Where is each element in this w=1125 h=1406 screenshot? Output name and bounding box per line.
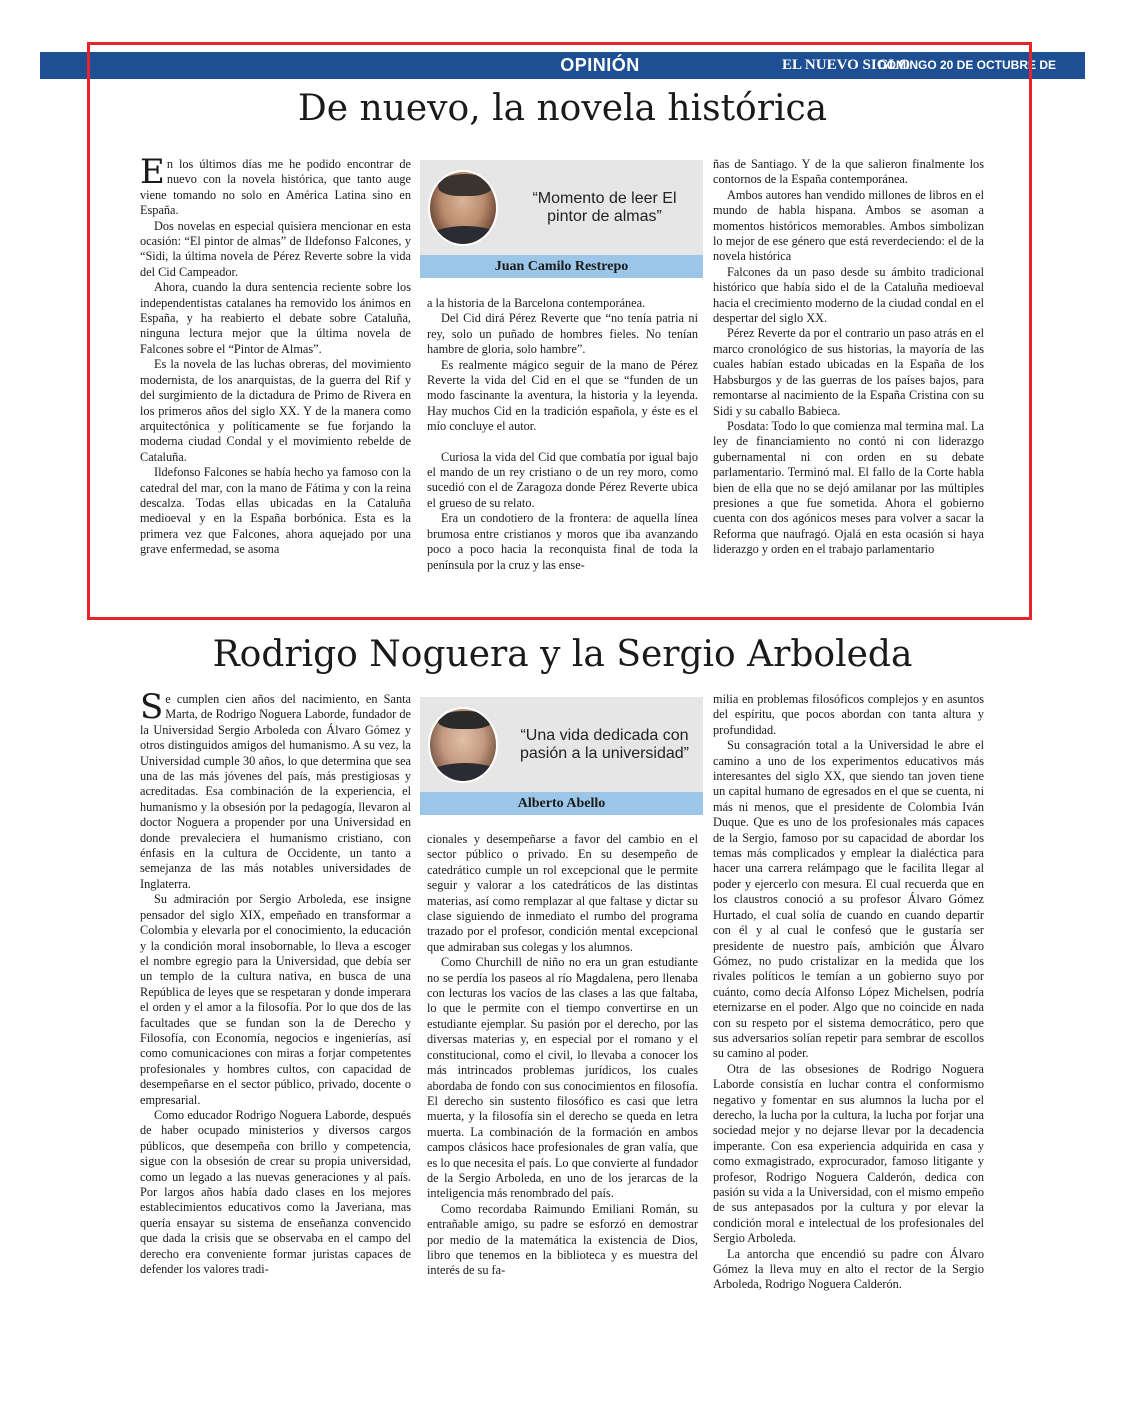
article-1-column-3 <box>713 157 984 558</box>
article-paragraph: Es la novela de las luchas obreras, del movimiento modernista, de los anarquistas, de la guerra del Rif y del surgimiento de la dictadura de Primo de Rivera en los primeros años del siglo XX. Y de la manera como arquitectónica y políticamente se fue forjando la moderna ciudad Condal y el movimiento rebelde de Cataluña. <box>140 357 411 464</box>
newspaper-name: EL NUEVO SIGLO <box>782 57 911 73</box>
article-paragraph: La antorcha que encendió su padre con Álvaro Gómez la lleva muy en alto el rector de la Sergio Arboleda, Rodrigo Noguera Calderón. <box>713 1246 984 1292</box>
author-photo <box>428 170 498 246</box>
article-paragraph: Ambos autores han vendido millones de libros en el mundo de habla hispana. Ambos se asoman a momentos históricos memorables. Ambos simbolizan lo mejor de ese género que está reverdeciendo: el de la novela histórica <box>713 187 984 264</box>
article-paragraph: Era un condotiero de la frontera: de aquella línea brumosa entre cristianos y moros que iba avanzando poco a poco hacia la reconquista final de toda la península por la cruz y las ense- <box>427 511 698 572</box>
author-photo <box>428 707 498 783</box>
article-paragraph: Como Churchill de niño no era un gran estudiante no se perdía los paseos al río Magdalena, pero llenaba con lecturas los vacíos de las clases a las que faltaba, lo que le permite con el tiempo convertirse en un estudiante ejemplar. Su pasión por el derecho, por las diversas materias y, en especial por el romano y el constitucional, como el civil, lo llevaba a conocer los más intrincados problemas jurídicos, los cuales abordaba de fondo con sus conocimientos en filosofía. El derecho sin sustento filosófico es casi que letra muerta, y la filosofía sin el derecho se queda en letra muerta. La combinación de la formación en ambos campos clásicos hace profesionales de gran valía, que es lo que necesita el país. Lo que convierte al fundador de la Sergio Arboleda, en uno de los jerarcas de la inteligencia más renombrado del país. <box>427 955 698 1201</box>
pull-quote: “Momento de leer El pintor de almas” <box>532 189 677 225</box>
article-2-column-3 <box>713 692 984 1293</box>
article-paragraph: Otra de las obsesiones de Rodrigo Noguera Laborde consistía en luchar contra el conformismo negativo y fomentar en sus alumnos la lucha por el derecho, la lucha por la cultura, la lucha por forjar una sociedad mejor y no dejarse llevar por la decadencia imperante. Con esa experiencia adquirida en casa y como exmagistrado, exprocurador, famoso litigante y profesor, Rodrigo Noguera Calderón, dedica con pasión su vida a la Universidad, con el mismo empeño de sus antepasados por la cultura y por elevar la condición moral e intelectual de los profesionales del Sergio Arboleda. <box>713 1061 984 1246</box>
article-paragraph: En los últimos días me he podido encontrar de nuevo con la novela histórica, que tanto auge viene tomando no solo en América Latina sino en España. <box>140 152 411 218</box>
article-paragraph: Falcones da un paso desde su ámbito tradicional histórico que había sido el de la Cataluña medioeval hacia el crecimiento moderno de la ciudad condal en el despertar del siglo XX. <box>713 264 984 326</box>
article-paragraph: Se cumplen cien años del nacimiento, en Santa Marta, de Rodrigo Noguera Laborde, fundador de la Universidad Sergio Arboleda con Álvaro Gómez y otros distinguidos amigos del humanismo. A su vez, la Universidad cumple 30 años, lo que determina que sea una de las más jóvenes del país, más prestigiosas y acreditadas. Esa combinación de la experiencia, el humanismo y la obsesión por la pedagogía, llevaron al doctor Noguera a propender por una Universidad en donde prevaleciera el humanismo cristiano, con énfasis en la cultura de Occidente, un tanto a semejanza de las más notables universidades de Inglaterra. <box>140 687 411 891</box>
article-paragraph: a la historia de la Barcelona contemporánea. <box>427 296 646 310</box>
article-2-column-2 <box>427 832 698 1279</box>
article-2-column-1 <box>140 687 411 1277</box>
article-paragraph: Posdata: Todo lo que comienza mal termina mal. La ley de financiamiento no contó ni con liderazgo gubernamental ni con orden en su debate parlamentario. Terminó mal. El fallo de la Corte habla bien de ella que no se dejó amilanar por las múltiples presiones a que fue sometida. Ahora el gobierno cuenta con dos agónicos meses para volver a sacar la Reforma que naufragó. Ojalá en esta ocasión si haya liderazgo y orden en el trabajo parlamentario <box>713 418 984 557</box>
article-paragraph: cionales y desempeñarse a favor del cambio en el sector público o privado. En su desempeño de catedrático cumple un rol excepcional que le permite seguir y valorar a los catedráticos de las distintas materias, así como remplazar al que faltase y dictar su clase siguiendo de inmediato el rumbo del programa trazado por el profesor, condición mental excepcional que admiraban sus colegas y los alumnos. <box>427 832 698 954</box>
article-paragraph: Su consagración total a la Universidad le abre el camino a uno de los experimentos educativos más interesantes del siglo XX, que siendo tan joven tiene un capital humano de egresados en el que se cuenta, ni más ni menos, que el presidente de Colombia Iván Duque. Que es uno de los profesionales más capaces de la Sergio, famoso por su capacidad de abordar los temas más complicados y emplear la dialéctica para hacer una carrera relámpago que le facilita llegar al poder y ejercerlo con mesura. El cual recuerda que en los claustros conoció a su profesor Álvaro Gómez Hurtado, el cual solía de cuando en cuando departir con él y al cual le confesó que le gustaría ser presidente de nuestro país, ambición que Álvaro Gómez, no pudo cristalizar en la medida que los rivales políticos le temían a un gobierno suyo por cuánto, como decía Alfonso López Michelsen, podría eternizarse en el poder. Algo que no coincide en nada con su respeto por el sistema democrático, pero que sus adversarios solían repetir para sembrar de escollos su camino al poder. <box>713 738 984 1061</box>
article-paragraph: Pérez Reverte da por el contrario un paso atrás en el marco cronológico de sus historias, la mayoría de las cuales habían estado ubicadas en la España de los Habsburgos y de las guerras de los países bajos, para remontarse al nacimiento de la España Cristina con su Sidi y su caballo Babieca. <box>713 326 984 418</box>
article-1-headline: De nuevo, la novela histórica <box>297 88 828 129</box>
article-paragraph: milia en problemas filosóficos complejos y en asuntos del espíritu, que pocos abordan con tanta altura y profundidad. <box>713 692 984 737</box>
article-2-quote-box <box>420 697 703 815</box>
issue-date: DOMINGO 20 DE OCTUBRE DE 2019 <box>878 58 1057 99</box>
article-1-column-1 <box>140 152 411 558</box>
drop-cap: S <box>140 687 164 727</box>
section-name: OPINIÓN <box>560 55 640 75</box>
article-paragraph: Ahora, cuando la dura sentencia reciente sobre los independentistas catalanes ha removido los ánimos en España, y ha reabierto el debate sobre Cataluña, ninguna lectura mejor que la última novela de Falcones sobre el “Pintor de Almas”. <box>140 280 411 356</box>
article-paragraph: Su admiración por Sergio Arboleda, ese insigne pensador del siglo XIX, empeñado en transformar a Colombia y elevarla por el conocimiento, la educación y la condición moral insobornable, lo lleva a escoger el nombre egregio para la Universidad, que debía ser un templo de la cultura nativa, en busca de una República de leyes que se respetaran y donde imperara el orden y el amor a la filosofía. Por lo que dos de las facultades que se fundan son la de Derecho y Filosofía, con Economía, negocios e ingenierías, así como comunicaciones con miras a forjar competentes profesionales y hombres cultos, con capacidad de desempeñarse en el sector público, privado, docente o empresarial. <box>140 892 411 1107</box>
article-paragraph: Ildefonso Falcones se había hecho ya famoso con la catedral del mar, con la mano de Fátima y con la reina descalza. Todas ellas ubicadas en la Cataluña medioeval y en la España borbónica. Esta es la primera vez que Falcones, ahora aquejado por una grave enfermedad, se asoma <box>140 465 411 557</box>
page-number: 13 <box>1102 55 1123 75</box>
author-byline: Juan Camilo Restrepo <box>420 255 703 278</box>
article-paragraph: Dos novelas en especial quisiera mencionar en esta ocasión: “El pintor de almas” de Ildefonso Falcones, y “Sidi, la última novela de Pérez Reverte sobre la vida del Cid Campeador. <box>140 218 411 279</box>
article-1-quote-box <box>420 160 703 278</box>
article-1-column-2 <box>427 296 698 573</box>
pull-quote: “Una vida dedicada con pasión a la universidad” <box>520 726 689 762</box>
article-paragraph: Curiosa la vida del Cid que combatía por igual bajo el mando de un rey cristiano o de un rey moro, como sucedió con el de Zaragoza donde Pérez Reverte ubica el grueso de su relato. <box>427 449 698 510</box>
article-paragraph: Como recordaba Raimundo Emiliani Román, su entrañable amigo, su padre se esforzó en demostrar por medio de la matemática la existencia de Dios, libro que tenemos en la biblioteca y es muestra del interés de su fa- <box>427 1201 698 1278</box>
drop-cap: E <box>140 152 165 192</box>
article-paragraph: Como educador Rodrigo Noguera Laborde, después de haber ocupado ministerios y diversos cargos públicos, que desempeña con brillo y competencia, sigue con la obsesión de crear su propia universidad, como un legado a las nuevas generaciones y al país. Por largos años había dado clases en los mejores establecimientos educativos como la Javeriana, mas quería ensayar su sistema de enseñanza convencido que dada la crisis que se observaba en el campo del derecho era conveniente formar juristas capaces de defender los valores tradi- <box>140 1107 411 1277</box>
author-byline: Alberto Abello <box>420 792 703 815</box>
article-paragraph: Del Cid dirá Pérez Reverte que “no tenía patria ni rey, solo un puñado de hombres fieles. No tenían hambre de gloria, solo hambre”. <box>427 311 698 357</box>
article-paragraph: Es realmente mágico seguir de la mano de Pérez Reverte la vida del Cid en el que se “funden de un modo fascinante la aventura, la historia y la leyenda. Hay muchos Cid en la tradición española, y éste es el mío concluye el autor. <box>427 357 698 434</box>
article-2-headline: Rodrigo Noguera y la Sergio Arboleda <box>212 634 913 675</box>
article-paragraph: ñas de Santiago. Y de la que salieron finalmente los contornos de la España contemporánea. <box>713 157 984 187</box>
